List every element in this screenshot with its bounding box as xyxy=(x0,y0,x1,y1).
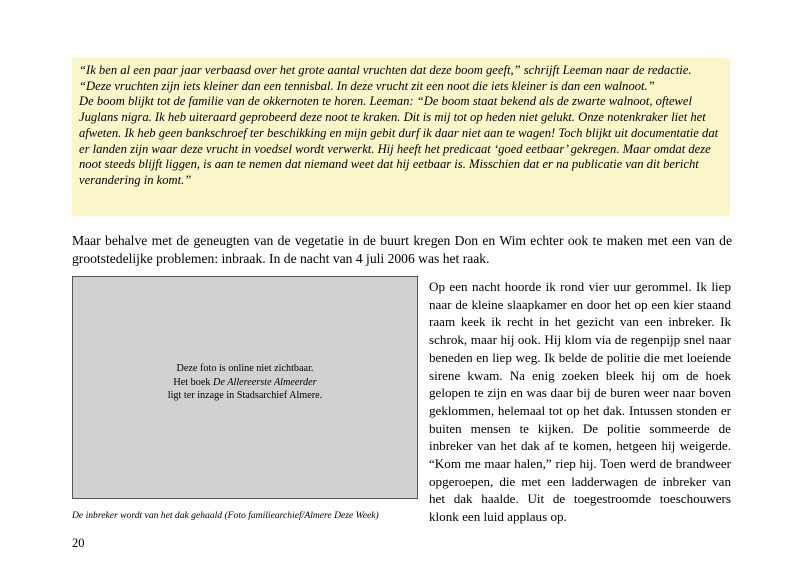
intro-paragraph: Maar behalve met de geneugten van de vegetatie in de buurt kregen Don en Wim echter ook te maken met een van de grootstedelijke problemen: inbraak. In de nacht van 4 juli 2006 was het raak. xyxy=(72,233,732,266)
photo-note-line-1: Deze foto is online niet zichtbaar. xyxy=(176,363,314,374)
photo-placeholder-note xyxy=(73,362,417,403)
story-paragraph: Op een nacht hoorde ik rond vier uur gerommel. Ik liep naar de kleine slaapkamer en door het op een kier staand raam keek ik recht in het gezicht van een inbreker. Ik schrok, maar hij ook. Hij klom via de regenpijp snel naar beneden en liep weg. Ik belde de politie die met loeiende sirene kwam. Na enig zoeken bleek hij om de hoek gelopen te zijn en was daar bij de buren weer naar boven geklommen, helemaal tot op het dak. Intussen stonden er buiten mensen te kijken. De politie sommeerde de inbreker van het dak af te komen, hetgeen hij weigerde. “Kom me maar halen,” riep hij. Toen werd de brandweer opgeroepen, die met een ladderwagen de inbreker van het dak haalde. Uit de toegestroomde toeschouwers klonk een luid applaus op. xyxy=(429,279,731,525)
quote-box xyxy=(72,58,730,216)
photo-note-line-2-prefix: Het boek xyxy=(173,376,214,388)
book-title: De Allereerste Almeerder xyxy=(213,376,317,388)
photo-note-line-2 xyxy=(73,376,417,390)
photo-note-line-3: ligt ter inzage in Stadsarchief Almere. xyxy=(167,390,323,401)
photo-placeholder xyxy=(72,276,418,499)
page-number: 20 xyxy=(72,536,85,550)
quote-paragraph-2: De boom blijkt tot de familie van de okkernoten te horen. Leeman: “De boom staat bekend als de zwarte walnoot, oftewel Juglans nigra. Ik heb uiteraard geprobeerd deze noot te kraken. Dit is mij tot op heden niet gelukt. Onze notenkraker liet het afweten. Ik heb geen bankschroef ter beschikking en mijn gebit durf ik daar niet aan te wagen! Toch blijkt uit documentatie dat er landen zijn waar deze vrucht in voedsel wordt verwerkt. Hij heeft het predicaat ‘goed eetbaar’ gekregen. Maar omdat deze noot steeds blijft liggen, is aan te nemen dat niemand weet dat hij eetbaar is. Misschien dat er na publicatie van dit bericht verandering in komt.” xyxy=(79,94,719,187)
photo-caption: De inbreker wordt van het dak gehaald (Foto familiearchief/Almere Deze Week) xyxy=(72,510,379,521)
quote-paragraph-1: “Ik ben al een paar jaar verbaasd over het grote aantal vruchten dat deze boom geeft,” schrijft Leeman naar de redactie. “Deze vruchten zijn iets kleiner dan een tennisbal. In deze vrucht zit een noot die iets kleiner is dan een walnoot.” xyxy=(79,63,692,93)
